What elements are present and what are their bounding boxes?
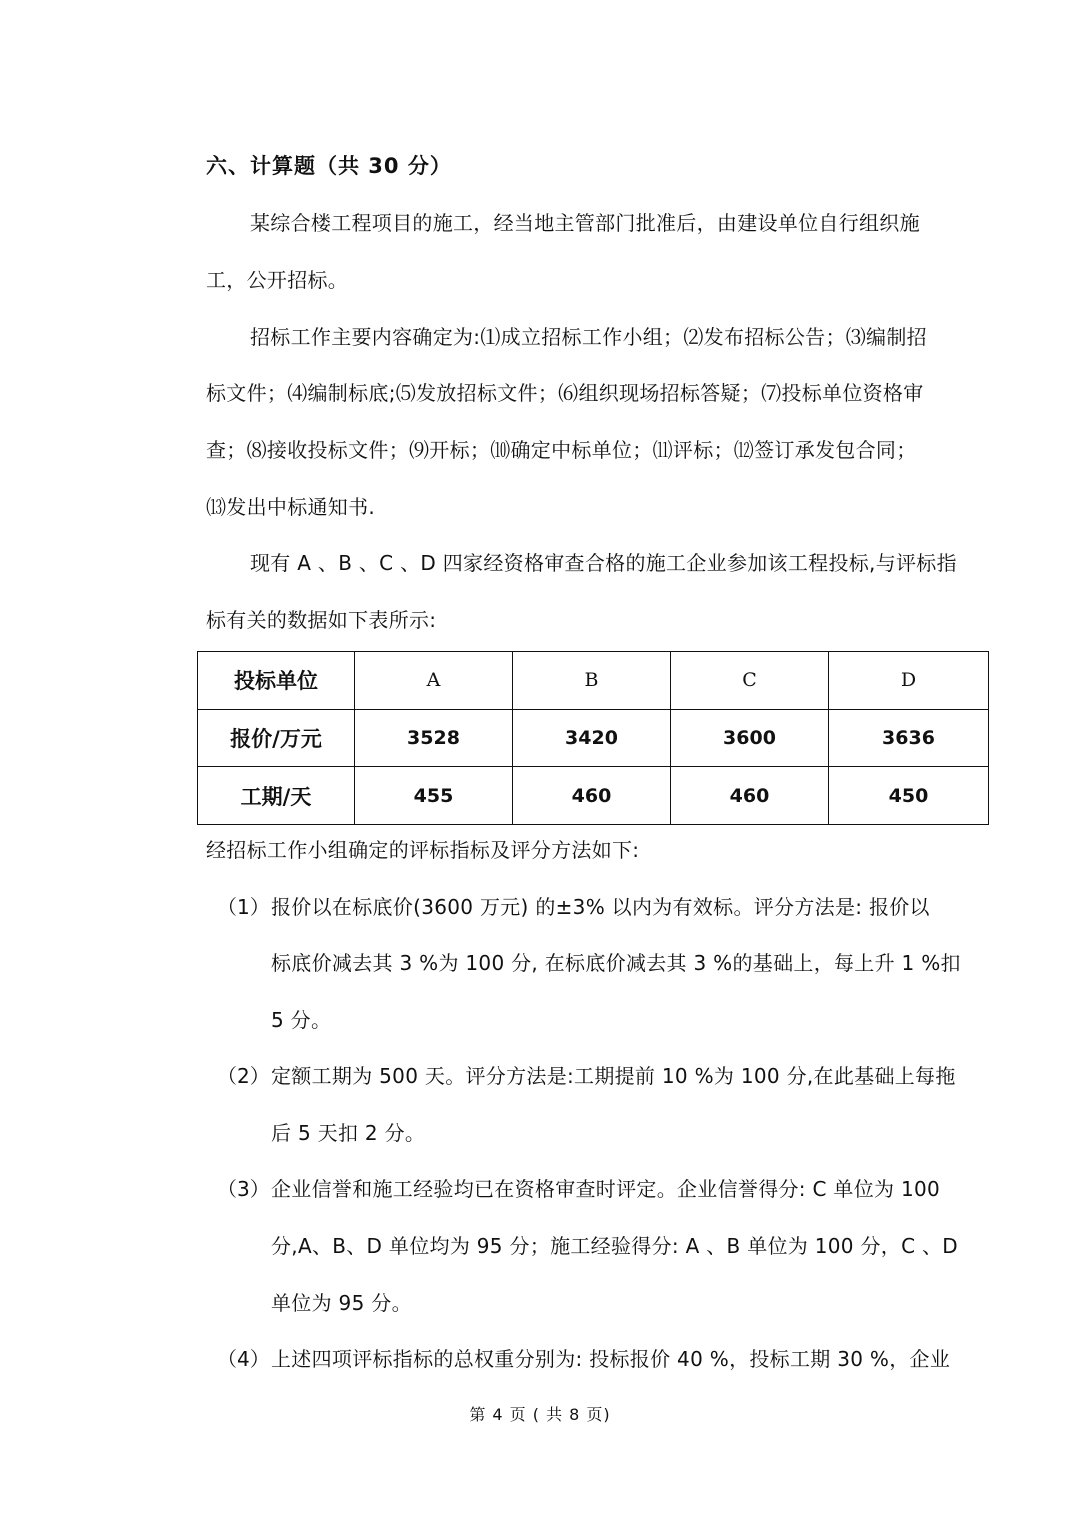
list-item-line: 分,A、B、D 单位均为 95 分；施工经验得分: A 、B 单位为 100 分，C 、D xyxy=(271,1234,959,1258)
list-item-line: 企业信誉和施工经验均已在资格审查时评定。企业信誉得分: C 单位为 100 xyxy=(271,1177,941,1201)
section-heading: 六、计算题（共 30 分） xyxy=(206,154,452,178)
page-footer: 第 4 页 ( 共 8 页) xyxy=(469,1405,611,1424)
table-column-header: D xyxy=(829,652,989,710)
list-item-number: （1） xyxy=(217,895,270,919)
paragraph-line: 现有 A 、B 、C 、D 四家经资格审查合格的施工企业参加该工程投标,与评标指 xyxy=(250,551,957,575)
list-item-line: 后 5 天扣 2 分。 xyxy=(271,1121,426,1145)
list-item-line: 标底价减去其 3 %为 100 分, 在标底价减去其 3 %的基础上，每上升 1 %扣 xyxy=(271,951,961,975)
list-item-line: 报价以在标底价(3600 万元) 的±3% 以内为有效标。评分方法是: 报价以 xyxy=(271,895,930,919)
table-cell: 3528 xyxy=(355,709,513,767)
table-cell: 460 xyxy=(513,767,671,825)
table-column-header: B xyxy=(513,652,671,710)
list-item-number: （4） xyxy=(217,1347,270,1371)
bid-data-table xyxy=(197,651,989,825)
table-column-header: A xyxy=(355,652,513,710)
list-item-number: （2） xyxy=(217,1064,270,1088)
table-header-row xyxy=(198,652,989,710)
table-row xyxy=(198,709,989,767)
table-row-label: 报价/万元 xyxy=(198,709,355,767)
list-item-line: 上述四项评标指标的总权重分别为: 投标报价 40 %，投标工期 30 %，企业 xyxy=(271,1347,951,1371)
paragraph-line: 某综合楼工程项目的施工，经当地主管部门批准后，由建设单位自行组织施 xyxy=(250,211,920,235)
table-column-header: C xyxy=(671,652,829,710)
table-cell: 455 xyxy=(355,767,513,825)
paragraph-line: 招标工作主要内容确定为:⑴成立招标工作小组；⑵发布招标公告；⑶编制招 xyxy=(250,325,927,349)
table-cell: 3600 xyxy=(671,709,829,767)
paragraph-line: 经招标工作小组确定的评标指标及评分方法如下: xyxy=(206,838,640,862)
paragraph-line: 标有关的数据如下表所示: xyxy=(206,608,437,632)
paragraph-line: ⒀发出中标通知书. xyxy=(206,495,376,519)
list-item-number: （3） xyxy=(217,1177,270,1201)
list-item-line: 单位为 95 分。 xyxy=(271,1291,412,1315)
table-cell: 3636 xyxy=(829,709,989,767)
table-cell: 460 xyxy=(671,767,829,825)
list-item-line: 5 分。 xyxy=(271,1008,332,1032)
list-item-line: 定额工期为 500 天。评分方法是:工期提前 10 %为 100 分,在此基础上每拖 xyxy=(271,1064,956,1088)
paragraph-line: 工，公开招标。 xyxy=(206,268,349,292)
table-cell: 450 xyxy=(829,767,989,825)
table-row xyxy=(198,767,989,825)
paragraph-line: 标文件；⑷编制标底;⑸发放招标文件；⑹组织现场招标答疑；⑺投标单位资格审 xyxy=(206,381,924,405)
table-cell: 3420 xyxy=(513,709,671,767)
paragraph-line: 查；⑻接收投标文件；⑼开标；⑽确定中标单位；⑾评标；⑿签订承发包合同； xyxy=(206,438,917,462)
table-row-label: 工期/天 xyxy=(198,767,355,825)
table-header-label: 投标单位 xyxy=(198,652,355,710)
